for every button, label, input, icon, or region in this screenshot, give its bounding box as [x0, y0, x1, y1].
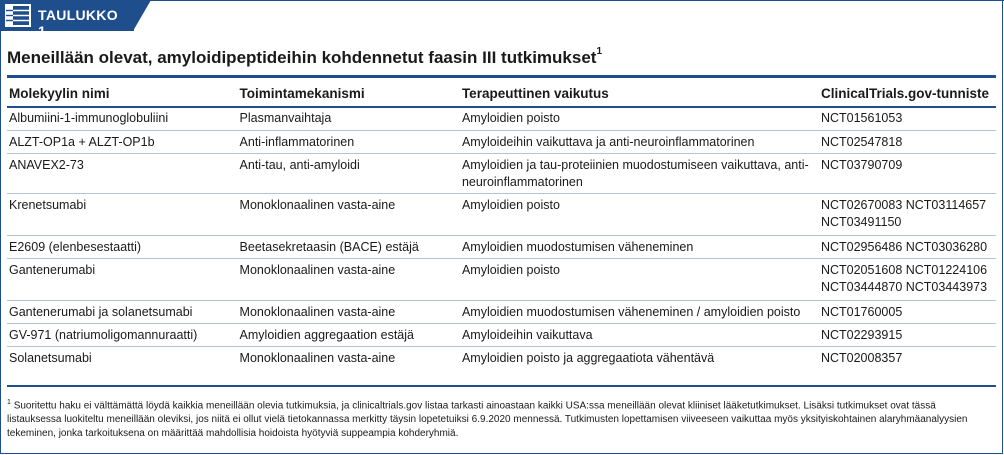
table-row — [7, 193, 996, 235]
mechanism-cell: Anti-inflammatorinen — [238, 130, 460, 153]
table-row — [7, 130, 996, 153]
footnote-text: Suoritettu haku ei välttämättä löydä kaikkia meneillään olevia tutkimuksia, ja clinicaltrials.gov listaa tarkasti ainoastaan kaikki USA:ssa meneillään olevat kliiniset lääketutkimukset. Lisäksi tutkimukset ovat tässä listauksessa luokiteltu meneillään oleviksi, jos niitä ei ollut vielä tietokannassa merkitty täysin lopetetuiksi 6.9.2020 mennessä. Tutkimusten lopettamisen viiveeseen vaikuttaa myös yksityiskohtainen alaryhmäanalyysien tekeminen, jonka tarkoituksena on määrittää mahdollisia hoidoista hyötyviä suppeampia kohderyhmiä. — [7, 400, 968, 440]
trial-id-cell: NCT02956486 NCT03036280 — [819, 235, 996, 258]
mechanism-cell: Monoklonaalinen vasta-aine — [238, 193, 460, 235]
table-title-text: Meneillään olevat, amyloidipeptideihin kohdennetut faasin III tutkimukset — [7, 48, 597, 67]
molecule-name-cell: Solanetsumabi — [9, 350, 92, 365]
mechanism-cell: Monoklonaalinen vasta-aine — [239, 350, 396, 365]
mechanism-cell: Beetasekretaasin (BACE) estäjä — [238, 235, 460, 258]
column-header: ClinicalTrials.gov-tunniste — [820, 86, 990, 101]
title-rule — [7, 75, 996, 78]
column-header: Terapeuttinen vaikutus — [461, 86, 609, 101]
therapeutic-effect-cell: Amyloideihin vaikuttava ja anti-neuroinflammatorinen — [460, 130, 819, 153]
therapeutic-effect-cell: Amyloidien muodostumisen väheneminen / amyloidien poisto — [460, 300, 819, 323]
therapeutic-effect-cell: Amyloidien muodostumisen väheneminen — [460, 235, 819, 258]
molecule-name-cell: ANAVEX2-73 — [7, 153, 238, 193]
mechanism-cell: Amyloidien aggregaation estäjä — [238, 323, 460, 346]
trial-id-cell: NCT02670083 NCT03114657 NCT03491150 — [819, 193, 996, 235]
mechanism-cell: Plasmanvaihtaja — [238, 107, 460, 130]
therapeutic-effect-cell: Amyloidien ja tau-proteiinien muodostumiseen vaikuttava, anti-neuroinflammatorinen — [460, 153, 819, 193]
trial-id-cell: NCT01561053 — [819, 107, 996, 130]
table-bottom-rule — [7, 385, 996, 387]
trial-id-cell: NCT01760005 — [819, 300, 996, 323]
molecule-name-cell: Albumiini-1-immunoglobuliini — [7, 107, 238, 130]
table-row — [7, 323, 996, 346]
table-row — [7, 258, 996, 300]
footnote-marker: 1 — [7, 399, 11, 406]
tab-notch — [133, 0, 151, 31]
mechanism-cell: Monoklonaalinen vasta-aine — [238, 300, 460, 323]
trial-id-cell: NCT02547818 — [819, 130, 996, 153]
therapeutic-effect-cell: Amyloideihin vaikuttava — [460, 323, 819, 346]
column-header: Molekyylin nimi — [9, 86, 110, 101]
therapeutic-effect-cell: Amyloidien poisto — [460, 193, 819, 235]
column-header: Toimintamekanismi — [239, 86, 365, 101]
therapeutic-effect-cell: Amyloidien poisto ja aggregaatiota vähentävä — [461, 350, 715, 365]
therapeutic-effect-cell: Amyloidien poisto — [460, 258, 819, 300]
mechanism-cell: Anti-tau, anti-amyloidi — [238, 153, 460, 193]
table-row — [7, 107, 996, 130]
table-title — [7, 48, 602, 68]
molecule-name-cell: Gantenerumabi ja solanetsumabi — [7, 300, 238, 323]
table-row — [7, 153, 996, 193]
molecule-name-cell: ALZT-OP1a + ALZT-OP1b — [7, 130, 238, 153]
molecule-name-cell: Krenetsumabi — [7, 193, 238, 235]
table-row — [7, 235, 996, 258]
table-row — [7, 346, 996, 370]
molecule-name-cell: Gantenerumabi — [7, 258, 238, 300]
trial-id-cell: NCT02293915 — [819, 323, 996, 346]
title-footnote-marker: 1 — [596, 46, 603, 57]
trial-id-cell: NCT02051608 NCT01224106 NCT03444870 NCT03443973 — [819, 258, 996, 300]
table-number-label: TAULUKKO 1. — [38, 7, 118, 39]
molecule-name-cell: GV-971 (natriumoligomannuraatti) — [7, 323, 238, 346]
therapeutic-effect-cell: Amyloidien poisto — [460, 107, 819, 130]
footnote — [7, 396, 992, 441]
table-header-row — [7, 80, 996, 107]
mechanism-cell: Monoklonaalinen vasta-aine — [238, 258, 460, 300]
top-border — [150, 0, 1004, 1]
table-icon — [5, 4, 31, 27]
trial-id-cell: NCT03790709 — [819, 153, 996, 193]
trials-table — [7, 80, 996, 370]
table-row — [7, 300, 996, 323]
table-tab — [0, 0, 134, 39]
molecule-name-cell: E2609 (elenbesestaatti) — [7, 235, 238, 258]
trial-id-cell: NCT02008357 — [820, 350, 903, 365]
